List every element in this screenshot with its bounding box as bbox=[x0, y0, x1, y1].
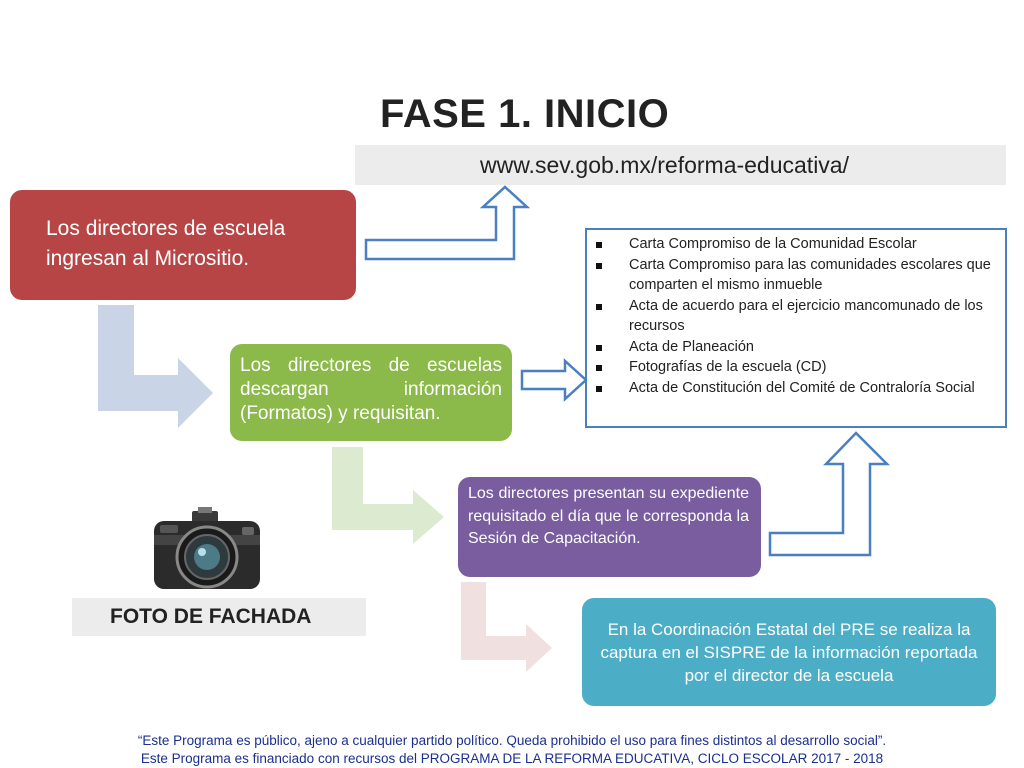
flow-arrow-1 bbox=[98, 305, 213, 428]
step-1-box: Los directores de escuela ingresan al Micrositio. bbox=[10, 190, 356, 300]
documents-list-box bbox=[585, 228, 1007, 428]
url-text[interactable]: www.sev.gob.mx/reforma-educativa/ bbox=[480, 152, 849, 178]
page-title: FASE 1. INICIO bbox=[380, 92, 670, 136]
documents-list bbox=[587, 230, 1005, 398]
outline-arrow-to-url bbox=[366, 187, 527, 259]
footer-disclaimer: “Este Programa es público, ajeno a cualquier partido político. Queda prohibido el uso para fines distintos al desarrollo social”. bbox=[137, 733, 887, 748]
camera-icon bbox=[148, 505, 266, 597]
document-item: Carta Compromiso de la Comunidad Escolar bbox=[629, 234, 997, 255]
document-item: Carta Compromiso para las comunidades escolares que comparten el mismo inmueble bbox=[629, 255, 997, 296]
document-item: Fotografías de la escuela (CD) bbox=[629, 357, 997, 378]
flow-arrow-3 bbox=[461, 582, 552, 672]
document-item: Acta de Constitución del Comité de Contraloría Social bbox=[629, 378, 997, 399]
footer-funding: Este Programa es financiado con recursos del PROGRAMA DE LA REFORMA EDUCATIVA, CICLO ESCOLAR 2017 - 2018 bbox=[140, 751, 884, 766]
outline-arrow-from-expediente bbox=[770, 433, 887, 555]
step-2-box: Los directores de escuelas descargan información (Formatos) y requisitan. bbox=[230, 344, 512, 441]
document-item: Acta de Planeación bbox=[629, 337, 997, 358]
flow-arrow-2 bbox=[332, 447, 444, 544]
outline-arrow-to-docs bbox=[522, 361, 586, 399]
photo-label: FOTO DE FACHADA bbox=[110, 605, 312, 628]
document-item: Acta de acuerdo para el ejercicio mancomunado de los recursos bbox=[629, 296, 997, 337]
step-4-box: En la Coordinación Estatal del PRE se realiza la captura en el SISPRE de la información reportada por el director de la escuela bbox=[582, 598, 996, 706]
step-3-box: Los directores presentan su expediente requisitado el día que le corresponda la Sesión de Capacitación. bbox=[458, 477, 761, 577]
